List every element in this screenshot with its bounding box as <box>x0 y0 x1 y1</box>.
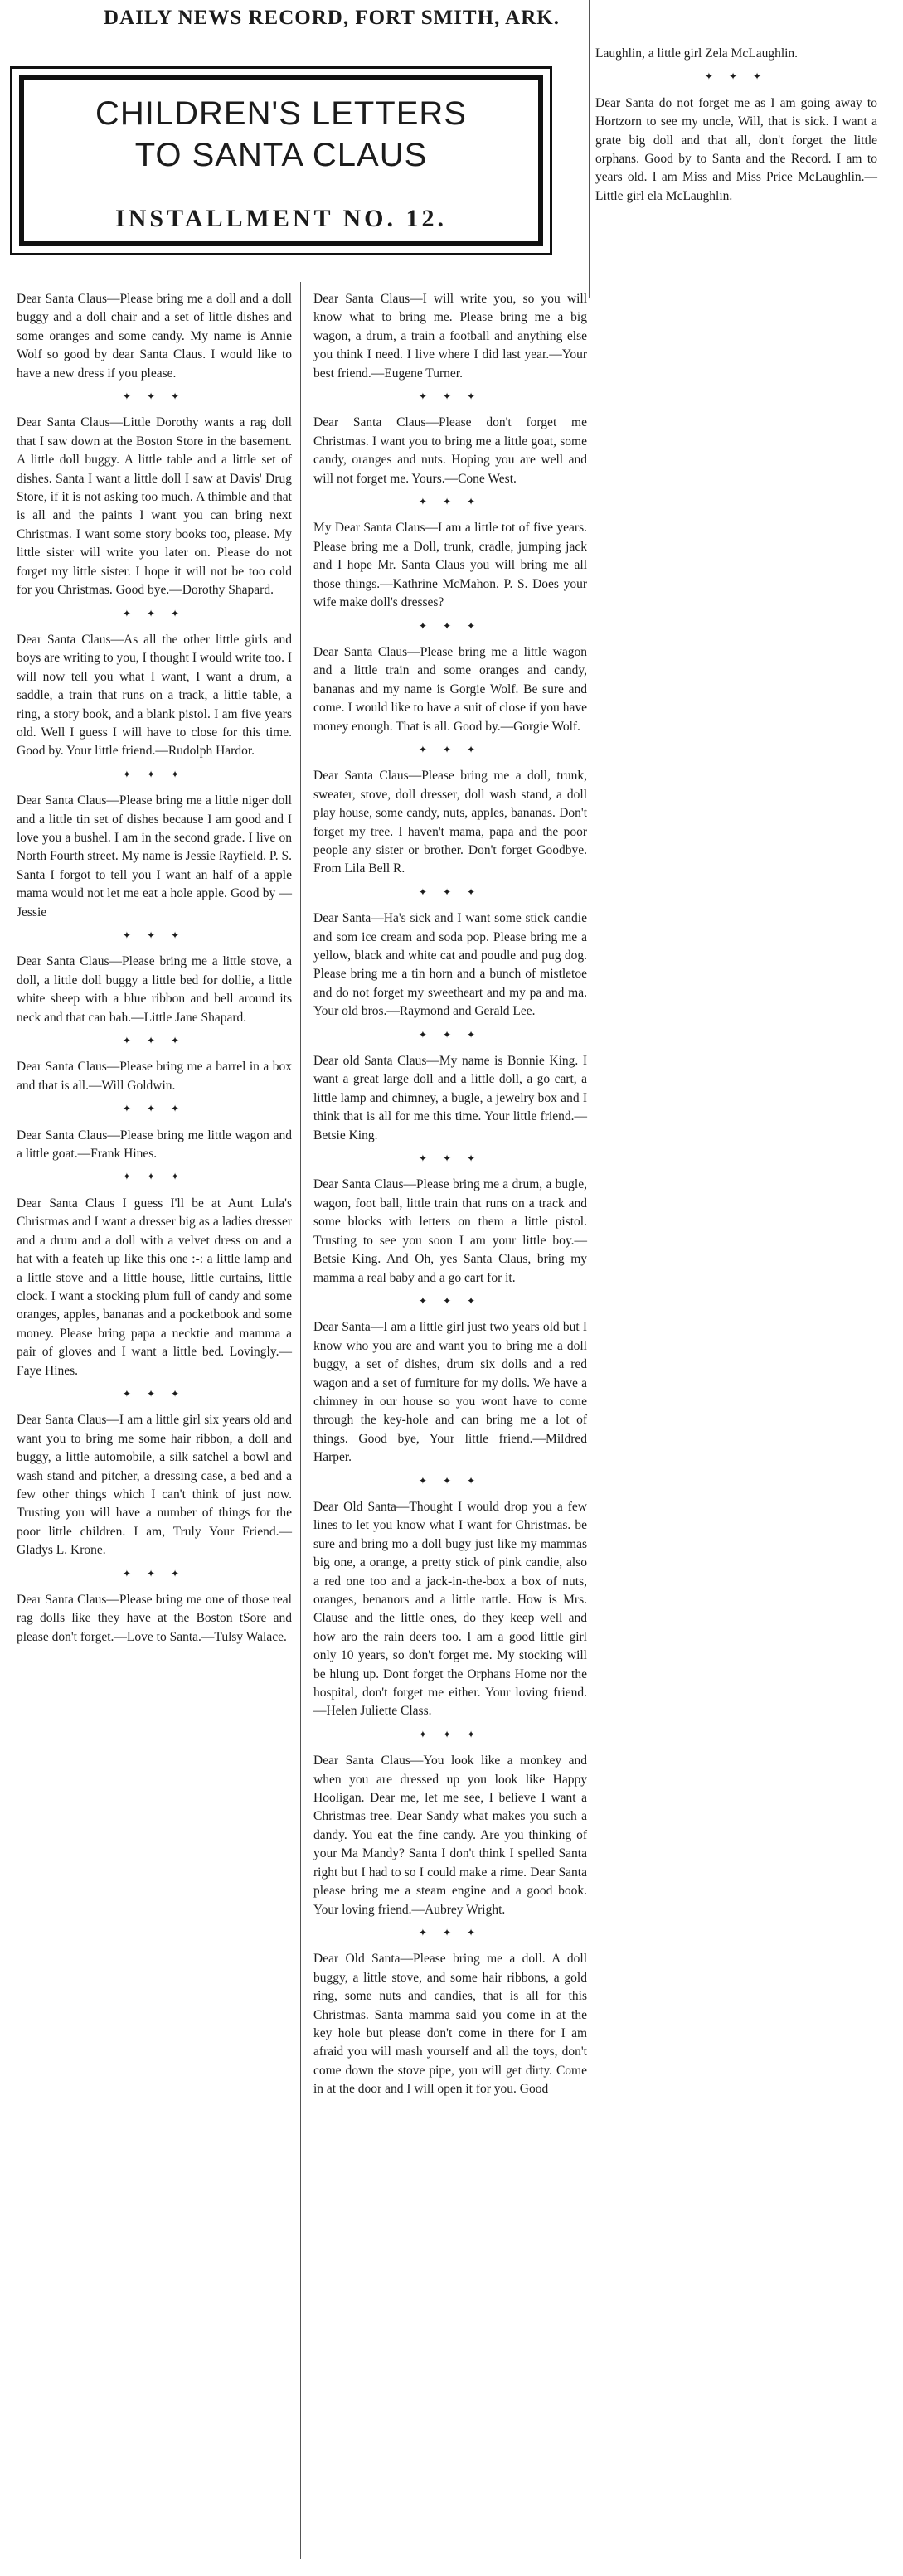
letter-text: Dear Santa Claus—Please bring me a little wagon and a little train and some oranges and candy, bananas and my name is Gorgie Wolf. Be sure and come. I would like to have a suit of close if you have money enough. That is all. Good by.—Gorgie Wolf. <box>313 644 587 734</box>
letter-text: Dear Santa do not forget me as I am going away to Hortzorn to see my uncle, Will, that is sick. I want a grate big doll and that all, don't forget the little orphans. Good by to Santa and the Record. I am to years old. I am Miss and Miss Price McLaughlin.—Little girl ela McLaughlin. <box>595 95 877 203</box>
star-separator: ✦ ✦ ✦ <box>704 70 769 83</box>
letter-text: Dear Santa Claus—Please don't forget me Christmas. I want you to bring me a little goat, some candy, oranges and nuts. Hoping you are well and will not forget me. Yours.—Cone West. <box>313 415 587 486</box>
star-separator: ✦ ✦ ✦ <box>122 1567 187 1579</box>
letter-text: Laughlin, a little girl Zela McLaughlin. <box>595 46 799 61</box>
letter-text: Dear Santa Claus—Please bring me little wagon and a little goat.—Frank Hines. <box>17 1128 292 1162</box>
star-separator: ✦ ✦ ✦ <box>418 743 483 755</box>
letter-text: Dear Santa Claus—Please bring me a doll and a doll buggy and a doll chair and a set of little dishes and some oranges and some candy. My name is Annie Wolf so good by dear Santa Claus. I would like to have a new dress if you please. <box>17 292 292 381</box>
star-separator: ✦ ✦ ✦ <box>418 1926 483 1938</box>
star-separator: ✦ ✦ ✦ <box>418 391 483 403</box>
column-rule-right <box>589 0 590 298</box>
star-separator: ✦ ✦ ✦ <box>122 1035 187 1047</box>
star-separator: ✦ ✦ ✦ <box>122 607 187 619</box>
headline-line-2: TO SANTA CLAUS <box>134 137 428 173</box>
letter-text: Dear Santa Claus—You look like a monkey and when you are dressed up you look like Happy Hooligan. Dear me, let me see, I believe I want a Christmas tree. Dear Sandy what makes you such a dandy. You eat the fine candy. Are you thinking of your Ma Mandy? Santa I don't think I spelled Santa right but I had to so I could make a rime. Dear Santa please bring me a steam engine and a good book. Your loving friend.—Aubrey Wright. <box>313 1754 587 1917</box>
star-separator: ✦ ✦ ✦ <box>122 768 187 780</box>
installment-heading: INSTALLMENT NO. 12. <box>115 205 447 232</box>
letter-text: Dear Santa Claus—Please bring me a barrel in a box and that is all.—Will Goldwin. <box>17 1060 292 1093</box>
star-separator: ✦ ✦ ✦ <box>418 1294 483 1307</box>
letter-text: Dear Old Santa—Thought I would drop you a few lines to let you know what I want for Christmas. be sure and bring mo a doll bugy just like my mammas big one, a orange, a pretty stick of pink candie, also a red one too and a jack-in-the-box a box of nuts, oranges, benanors and a little rattle. How is Mrs. Clause and the little ones, do they keep well and how aro the rain deers too. I am a good little girl only 10 years, so don't forget me. My stocking will be hlung up. Dont forget the Orphans Home nor the hospital, don't forget me either. Your loving friend.—Helen Juliette Class. <box>313 1499 587 1719</box>
letter-text: Dear Santa Claus I guess I'll be at Aunt Lula's Christmas and I want a dresser big as a ladies dresser and a drum and a doll with a velvet dress on and a hat with a feateh up like this one :-: a little lamp and a little stove and a little house, little curtains, little clock. I want a stocking plum full of candy and some oranges, apples, bananas and a pocketbook and some money. Please bring papa a necktie and mamma a pair of gloves and I want a little bed. Lovingly.—Faye Hines. <box>17 1196 292 1378</box>
star-separator: ✦ ✦ ✦ <box>122 1103 187 1115</box>
star-separator: ✦ ✦ ✦ <box>418 1028 483 1041</box>
star-separator: ✦ ✦ ✦ <box>122 1171 187 1183</box>
letter-text: Dear Santa Claus—Please bring me a drum, a bugle, wagon, foot ball, little train that runs on a track and some blocks with letters on them a little pistol. Trusting to see you soon I am your little boy.—Betsie King. And Oh, yes Santa Claus, bring my mamma a real baby and a go cart for it. <box>313 1177 587 1285</box>
title-box <box>10 66 552 255</box>
letter-text: Dear Santa Claus—Please bring me a little stove, a doll, a little doll buggy a little bed for dollie, a little white sheep with a blue ribbon and bell around its neck and that can bah.—Little Jane Shapard. <box>17 954 292 1025</box>
column-2 <box>313 290 587 2099</box>
star-separator: ✦ ✦ ✦ <box>418 1474 483 1487</box>
letter-text: My Dear Santa Claus—I am a little tot of five years. Please bring me a Doll, trunk, cradle, jumping jack and I hope Mr. Santa Claus you will bring me all those things.—Kathrine McMahon. P. S. Does your wife make doll's dresses? <box>313 521 587 610</box>
column-rule-left <box>300 282 301 2559</box>
letter-text: Dear Santa Claus—Please bring me one of those real rag dolls like they have at the Boston tSore and please don't forget.—Love to Santa.—Tulsy Walace. <box>17 1593 292 1644</box>
star-separator: ✦ ✦ ✦ <box>122 929 187 941</box>
star-separator: ✦ ✦ ✦ <box>418 619 483 632</box>
star-separator: ✦ ✦ ✦ <box>418 1728 483 1740</box>
letter-text: Dear old Santa Claus—My name is Bonnie King. I want a great large doll and a little doll, a go cart, a little lamp and chimney, a bugle, a jewelry box and I think that is all for me this time. Your little friend.—Betsie King. <box>313 1054 587 1142</box>
column-1 <box>17 290 292 1647</box>
letter-text: Dear Old Santa—Please bring me a doll. A doll buggy, a little stove, and some hair ribbons, a gold ring, some nuts and candies, that is all for this Christmas. Santa mamma said you come in at the key hole but please don't come in there for I am afraid you will mash yourself and all the toys, don't come down the stove pipe, you will get dirty. Come in at the door and I will open it for you. Good <box>313 1952 587 2097</box>
letter-text: Dear Santa—Ha's sick and I want some stick candie and som ice cream and soda pop. Please bring me a yellow, black and white cat and poudle and pug dog. Please bring me a tin horn and a bunch of mistletoe and do not forget my sweetheart and my pa and ma. Your old bros.—Raymond and Gerald Lee. <box>313 911 587 1019</box>
letter-text: Dear Santa Claus—As all the other little girls and boys are writing to you, I thought I would write too. I will now tell you what I want, I want a drum, a saddle, a train that runs on a track, a little table, a ring, a story book, and a blank pistol. I am five years old. Well I guess I will have to close for this time. Good by. Your little friend.—Rudolph Hardor. <box>17 632 292 759</box>
letter-text: Dear Santa Claus—Please bring me a doll, trunk, sweater, stove, doll dresser, doll wash stand, a doll play house, some candy, nuts, apples, bananas. Don't forget my tree. I haven't mama, papa and the poor people any sister or brother. Don't forget Goodbye. From Lila Bell R. <box>313 769 587 876</box>
letter-text: Dear Santa Claus—I am a little girl six years old and want you to bring me some hair ribbon, a doll and buggy, a little automobile, a silk satchel a bowl and wash stand and pitcher, a dressing case, a bed and a few other things which I can't think of just now. Trusting you will have a number of things for the poor little children. I am, Truly Your Friend.—Gladys L. Krone. <box>17 1413 292 1558</box>
star-separator: ✦ ✦ ✦ <box>418 1152 483 1165</box>
star-separator: ✦ ✦ ✦ <box>418 885 483 898</box>
letter-text: Dear Santa—I am a little girl just two years old but I know who you are and want you to bring me a doll buggy, a set of dishes, drum six dolls and a red wagon and a set of furniture for my dolls. We have a chimney in our house so you wont have to come through the key-hole and can bring me a lot of things. Good bye, Your little friend.—Mildred Harper. <box>313 1320 587 1465</box>
headline-line-1: CHILDREN'S LETTERS <box>95 95 467 132</box>
star-separator: ✦ ✦ ✦ <box>122 391 187 403</box>
title-box-inner-border <box>19 75 543 246</box>
star-separator: ✦ ✦ ✦ <box>418 496 483 508</box>
masthead: DAILY NEWS RECORD, FORT SMITH, ARK. <box>104 7 560 29</box>
letter-text: Dear Santa Claus—Please bring me a little niger doll and a little tin set of dishes because I am good and I love you a bushel. I am in the second grade. I live on North Fourth street. My name is Jessie Rayfield. P. S. Santa I forgot to tell you I want an half of a apple mama would not let me eat a hole apple. Good by —Jessie <box>17 793 292 919</box>
letter-text: Dear Santa Claus—Little Dorothy wants a rag doll that I saw down at the Boston Store in the basement. A little doll buggy. A little table and a little set of dishes. Santa I want a little doll I saw at Davis' Drug Store, if it is not asking too much. A thimble and that is all and the paints I want you can bring next Christmas. I want some story books too, please. My little sister will write you later on. Please do not forget my little sister. I hope it will not be too cold for you Christmas. Good bye.—Dorothy Shapard. <box>17 415 292 598</box>
star-separator: ✦ ✦ ✦ <box>122 1387 187 1400</box>
column-3 <box>595 45 877 206</box>
letter-text: Dear Santa Claus—I will write you, so you will know what to bring me. Please bring me a big wagon, a drum, a train a football and anything else you think I need. I live where I did last year.—Your best friend.—Eugene Turner. <box>313 292 587 381</box>
